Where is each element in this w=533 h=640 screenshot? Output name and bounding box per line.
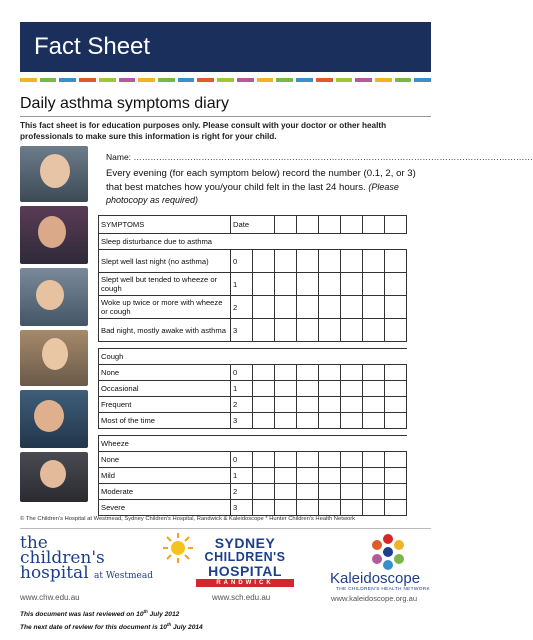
date-entry-cell[interactable] — [275, 468, 297, 484]
color-stripe-segment — [316, 78, 333, 82]
date-entry-cell[interactable] — [363, 413, 385, 429]
date-entry-cell[interactable] — [253, 468, 275, 484]
chw-url: www.chw.edu.au — [20, 593, 80, 602]
symptom-row — [99, 381, 407, 397]
child-photo-3 — [20, 268, 88, 326]
symptom-row — [99, 250, 407, 273]
kaleidoscope-tagline: THE CHILDREN'S HEALTH NETWORK — [336, 587, 431, 592]
date-entry-cell[interactable] — [341, 484, 363, 500]
symptom-score: 2 — [231, 484, 253, 500]
symptom-row — [99, 413, 407, 429]
date-entry-cell[interactable] — [297, 500, 319, 516]
date-entry-cell[interactable] — [341, 500, 363, 516]
color-stripe-segment — [217, 78, 234, 82]
date-entry-cell[interactable] — [363, 216, 385, 234]
instruction-main: Every evening (for each symptom below) record the number (0.1, 2, or 3) that best matches how you/your child felt in the last 24 hours. — [106, 168, 416, 193]
date-entry-cell[interactable] — [297, 319, 319, 342]
symptom-label: Bad night, mostly awake with asthma — [99, 319, 231, 342]
symptom-score: 1 — [231, 468, 253, 484]
symptom-row — [99, 500, 407, 516]
symptom-label: Slept well but tended to wheeze or cough — [99, 273, 231, 296]
disclaimer-text: This fact sheet is for education purposes only. Please consult with your doctor or other health professionals to make sure this information is right for your child. — [20, 121, 387, 141]
sch-url: www.sch.edu.au — [212, 593, 271, 602]
symptom-score: 0 — [231, 250, 253, 273]
date-entry-cell[interactable] — [297, 250, 319, 273]
date-entry-cell[interactable] — [385, 468, 407, 484]
chw-logo-line2: children's — [20, 548, 105, 568]
date-entry-cell[interactable] — [341, 413, 363, 429]
date-entry-cell[interactable] — [341, 365, 363, 381]
symptom-score: 3 — [231, 319, 253, 342]
color-stripe-segment — [395, 78, 412, 82]
symptom-label: Severe — [99, 500, 231, 516]
symptom-label: Moderate — [99, 484, 231, 500]
date-entry-cell[interactable] — [319, 273, 341, 296]
date-entry-cell[interactable] — [341, 319, 363, 342]
section-gap — [99, 342, 407, 349]
kaleidoscope-url: www.kaleidoscope.org.au — [331, 594, 418, 603]
date-header: Date — [231, 216, 275, 234]
chw-logo-line3: hospital — [20, 563, 89, 583]
date-entry-cell[interactable] — [363, 468, 385, 484]
date-entry-cell[interactable] — [319, 413, 341, 429]
date-entry-cell[interactable] — [319, 250, 341, 273]
date-entry-cell[interactable] — [363, 250, 385, 273]
review-last: This document was last reviewed on 10th July 2012 — [20, 609, 180, 619]
date-entry-cell[interactable] — [341, 296, 363, 319]
date-entry-cell[interactable] — [319, 381, 341, 397]
sch-logo — [158, 532, 308, 604]
instruction-note: (Please photocopy as required) — [106, 181, 399, 205]
date-entry-cell[interactable] — [341, 216, 363, 234]
date-entry-cell[interactable] — [297, 413, 319, 429]
section-title: Sleep disturbance due to asthma — [99, 234, 231, 250]
date-entry-cell[interactable] — [253, 413, 275, 429]
date-entry-cell[interactable] — [385, 500, 407, 516]
date-entry-cell[interactable] — [297, 365, 319, 381]
symptom-row — [99, 319, 407, 342]
name-field-line: Name: …………………………………………………………………………………………………………………………… — [106, 152, 533, 162]
color-stripe-segment — [355, 78, 372, 82]
date-entry-cell[interactable] — [363, 397, 385, 413]
date-entry-cell[interactable] — [385, 397, 407, 413]
symptom-label: Frequent — [99, 397, 231, 413]
symptom-row — [99, 365, 407, 381]
date-entry-cell[interactable] — [275, 250, 297, 273]
date-entry-cell[interactable] — [341, 468, 363, 484]
date-entry-cell[interactable] — [297, 381, 319, 397]
symptom-label: None — [99, 452, 231, 468]
symptom-row — [99, 452, 407, 468]
chw-logo-suffix: at Westmead — [94, 571, 153, 581]
symptom-score: 2 — [231, 296, 253, 319]
date-entry-cell[interactable] — [253, 381, 275, 397]
date-entry-cell[interactable] — [297, 273, 319, 296]
date-entry-cell[interactable] — [275, 397, 297, 413]
date-entry-cell[interactable] — [385, 365, 407, 381]
document-title: Daily asthma symptoms diary — [20, 95, 229, 112]
kaleidoscope-logo — [330, 532, 446, 604]
color-stripe-segment — [40, 78, 57, 82]
date-entry-cell[interactable] — [385, 273, 407, 296]
date-entry-cell[interactable] — [253, 365, 275, 381]
symptom-label: Mild — [99, 468, 231, 484]
section-title: Cough — [99, 349, 231, 365]
date-entry-cell[interactable] — [253, 273, 275, 296]
date-entry-cell[interactable] — [319, 484, 341, 500]
date-entry-cell[interactable] — [275, 381, 297, 397]
color-stripe-segment — [99, 78, 116, 82]
date-entry-cell[interactable] — [385, 484, 407, 500]
date-entry-cell[interactable] — [385, 452, 407, 468]
instructions — [106, 168, 426, 208]
symptom-score: 0 — [231, 452, 253, 468]
color-stripe-segment — [20, 78, 37, 82]
date-entry-cell[interactable] — [385, 381, 407, 397]
color-stripe-segment — [138, 78, 155, 82]
sch-logo-band: RANDWICK — [196, 579, 294, 587]
title-divider — [20, 116, 431, 117]
symptom-score: 1 — [231, 273, 253, 296]
date-entry-cell[interactable] — [275, 273, 297, 296]
date-entry-cell[interactable] — [297, 397, 319, 413]
color-stripe-segment — [119, 78, 136, 82]
kaleidoscope-name: Kaleidoscope — [330, 570, 421, 587]
date-entry-cell[interactable] — [253, 484, 275, 500]
sch-logo-line2: CHILDREN'S — [204, 550, 286, 564]
copyright-line: © The Children's Hospital at Westmead, Sydney Children's Hospital, Randwick & Kaleidoscope * Hunter Children's Health Network — [20, 516, 356, 522]
date-entry-cell[interactable] — [253, 250, 275, 273]
symptom-score: 0 — [231, 365, 253, 381]
date-entry-cell[interactable] — [363, 296, 385, 319]
date-entry-cell[interactable] — [385, 296, 407, 319]
child-photo-1 — [20, 146, 88, 202]
color-stripe-segment — [375, 78, 392, 82]
date-entry-cell[interactable] — [297, 452, 319, 468]
date-entry-cell[interactable] — [363, 452, 385, 468]
date-entry-cell[interactable] — [297, 484, 319, 500]
symptoms-diary-table — [98, 215, 407, 516]
date-entry-cell[interactable] — [385, 216, 407, 234]
symptom-row — [99, 296, 407, 319]
fact-sheet-header — [20, 22, 431, 72]
date-entry-cell[interactable] — [341, 381, 363, 397]
date-entry-cell[interactable] — [341, 397, 363, 413]
color-stripe-segment — [178, 78, 195, 82]
symptom-label: Most of the time — [99, 413, 231, 429]
symptom-score: 3 — [231, 500, 253, 516]
child-photo-6 — [20, 452, 88, 502]
symptom-label: Occasional — [99, 381, 231, 397]
date-entry-cell[interactable] — [297, 216, 319, 234]
date-entry-cell[interactable] — [319, 365, 341, 381]
date-entry-cell[interactable] — [319, 452, 341, 468]
color-stripe-segment — [296, 78, 313, 82]
date-entry-cell[interactable] — [341, 273, 363, 296]
date-entry-cell[interactable] — [319, 397, 341, 413]
date-entry-cell[interactable] — [297, 468, 319, 484]
section-title-row — [99, 234, 407, 250]
section-gap — [99, 429, 407, 436]
color-stripe-segment — [257, 78, 274, 82]
color-stripe-segment — [276, 78, 293, 82]
color-stripe-segment — [59, 78, 76, 82]
review-dates — [20, 607, 203, 633]
date-entry-cell[interactable] — [385, 250, 407, 273]
date-entry-cell[interactable] — [319, 296, 341, 319]
date-entry-cell[interactable] — [275, 484, 297, 500]
date-entry-cell[interactable] — [341, 250, 363, 273]
symptom-score: 1 — [231, 381, 253, 397]
section-title-row — [99, 436, 407, 452]
child-photo-2 — [20, 206, 88, 264]
section-title-row — [99, 349, 407, 365]
color-stripe-segment — [336, 78, 353, 82]
color-stripe-segment — [79, 78, 96, 82]
date-entry-cell[interactable] — [385, 319, 407, 342]
date-entry-cell[interactable] — [341, 452, 363, 468]
date-entry-cell[interactable] — [253, 319, 275, 342]
symptom-row — [99, 273, 407, 296]
date-entry-cell[interactable] — [275, 500, 297, 516]
symptoms-header: SYMPTOMS — [99, 216, 231, 234]
date-entry-cell[interactable] — [275, 319, 297, 342]
sch-logo-line3: HOSPITAL — [208, 563, 282, 579]
symptom-row — [99, 484, 407, 500]
date-entry-cell[interactable] — [253, 296, 275, 319]
color-stripe-segment — [414, 78, 431, 82]
table-header-row — [99, 216, 407, 234]
date-entry-cell[interactable] — [319, 500, 341, 516]
date-entry-cell[interactable] — [363, 319, 385, 342]
child-photo-4 — [20, 330, 88, 386]
color-stripe-segment — [197, 78, 214, 82]
header-title: Fact Sheet — [34, 33, 151, 60]
chw-logo-line1: the — [20, 533, 48, 553]
date-entry-cell[interactable] — [319, 216, 341, 234]
date-entry-cell[interactable] — [319, 319, 341, 342]
child-photo-5 — [20, 390, 88, 448]
symptom-label: Woke up twice or more with wheeze or cough — [99, 296, 231, 319]
date-entry-cell[interactable] — [363, 273, 385, 296]
symptom-score: 2 — [231, 397, 253, 413]
symptom-row — [99, 468, 407, 484]
date-entry-cell[interactable] — [385, 413, 407, 429]
date-entry-cell[interactable] — [275, 296, 297, 319]
date-entry-cell[interactable] — [253, 500, 275, 516]
symptom-row — [99, 397, 407, 413]
color-stripe-segment — [237, 78, 254, 82]
date-entry-cell[interactable] — [275, 413, 297, 429]
date-entry-cell[interactable] — [297, 296, 319, 319]
photo-column — [20, 146, 88, 502]
date-entry-cell[interactable] — [363, 365, 385, 381]
review-next: The next date of review for this document is 10th July 2014 — [20, 622, 203, 632]
section-title: Wheeze — [99, 436, 231, 452]
date-entry-cell[interactable] — [319, 468, 341, 484]
date-entry-cell[interactable] — [363, 381, 385, 397]
footer-divider — [20, 528, 431, 529]
date-entry-cell[interactable] — [253, 397, 275, 413]
date-entry-cell[interactable] — [253, 452, 275, 468]
sch-logo-line1: SYDNEY — [214, 535, 276, 551]
color-stripe-segment — [158, 78, 175, 82]
symptom-label: Slept well last night (no asthma) — [99, 250, 231, 273]
color-stripe-bar — [20, 78, 431, 82]
date-entry-cell[interactable] — [363, 500, 385, 516]
date-entry-cell[interactable] — [363, 484, 385, 500]
chw-logo — [20, 533, 160, 602]
date-entry-cell[interactable] — [275, 216, 297, 234]
date-entry-cell[interactable] — [275, 452, 297, 468]
symptom-score: 3 — [231, 413, 253, 429]
symptom-label: None — [99, 365, 231, 381]
date-entry-cell[interactable] — [275, 365, 297, 381]
kaleidoscope-flower-icon — [368, 532, 408, 572]
